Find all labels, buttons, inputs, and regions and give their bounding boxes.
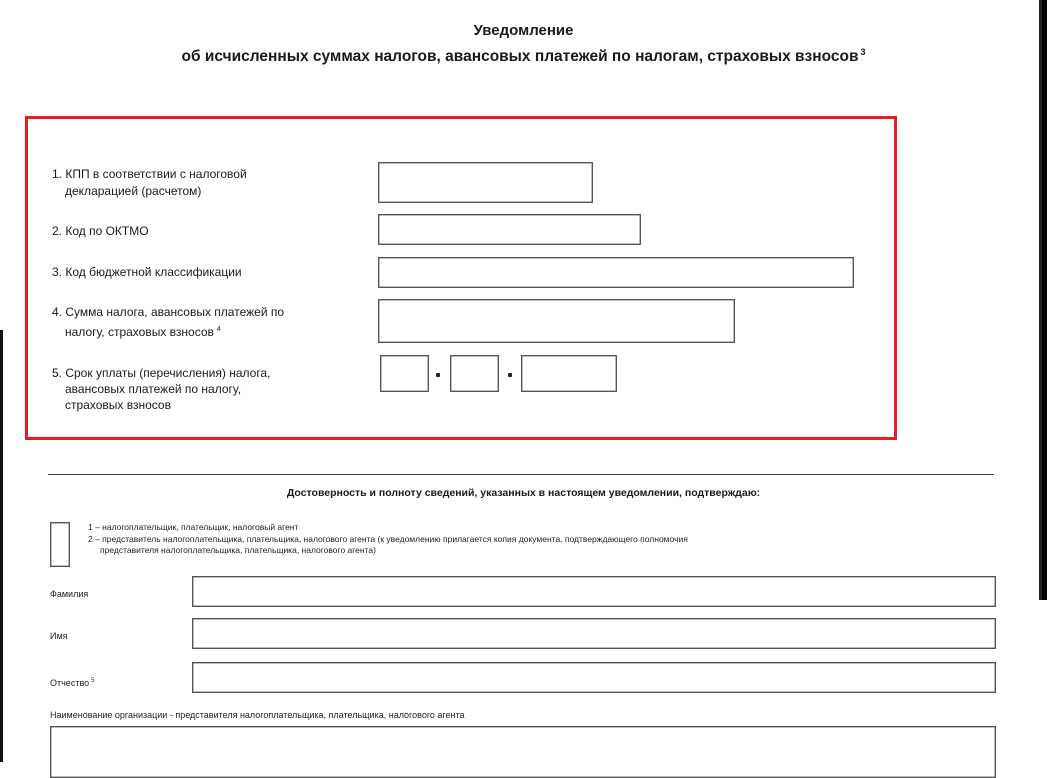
- amount-label-line2: налогу, страховых взносов: [65, 325, 214, 339]
- section-divider: [48, 474, 994, 475]
- organization-label: Наименование организации - представителя налогоплательщика, плательщика, налогового агента: [50, 710, 465, 720]
- amount-field[interactable]: [378, 299, 735, 343]
- amount-label: [52, 304, 284, 341]
- kpp-label: [52, 166, 247, 200]
- scan-edge-right: [1035, 0, 1047, 600]
- due-date-label: [52, 365, 270, 413]
- due-date-year-field[interactable]: [521, 355, 617, 392]
- signer-type-option-1: 1 – налогоплательщик, плательщик, налоговый агент: [88, 522, 299, 532]
- signer-type-option-2-line1: 2 – представитель налогоплательщика, плательщика, налогового агента (к уведомлению прилагается копия документа, подтверждающего полномочия: [88, 534, 688, 544]
- patronymic-label-text: Отчество: [50, 678, 90, 688]
- patronymic-label: [50, 678, 94, 688]
- due-date-month-field[interactable]: [450, 355, 499, 392]
- scan-edge-left: [0, 330, 3, 762]
- name-label: Имя: [50, 631, 68, 641]
- date-separator-dot: [508, 373, 512, 377]
- subtitle-footnote-mark: 3: [860, 47, 866, 57]
- amount-label-line1: 4. Сумма налога, авансовых платежей по: [52, 305, 285, 319]
- form-subtitle: [0, 47, 1047, 66]
- due-date-label-line2: авансовых платежей по налогу,: [65, 382, 242, 396]
- amount-footnote-mark: 4: [216, 326, 221, 333]
- date-separator-dot: [436, 373, 440, 377]
- kbk-field[interactable]: [378, 257, 854, 288]
- signer-type-option-2-line2: представителя налогоплательщика, плательщика, налогового агента): [100, 545, 376, 555]
- due-date-day-field[interactable]: [380, 355, 429, 392]
- signer-type-box[interactable]: [50, 522, 70, 567]
- kpp-label-line2: декларацией (расчетом): [65, 184, 202, 198]
- kpp-field[interactable]: [378, 162, 593, 203]
- oktmo-field[interactable]: [378, 214, 641, 245]
- surname-label: Фамилия: [50, 589, 89, 599]
- kbk-label: 3. Код бюджетной классификации: [52, 265, 242, 279]
- name-field[interactable]: [192, 618, 996, 649]
- patronymic-field[interactable]: [192, 662, 996, 693]
- patronymic-footnote-mark: 5: [91, 678, 95, 684]
- confirmation-heading: Достоверность и полноту сведений, указанных в настоящем уведомлении, подтверждаю:: [286, 487, 761, 499]
- due-date-label-line1: 5. Срок уплаты (перечисления) налога,: [52, 366, 271, 380]
- signer-type-option-2: [88, 534, 968, 556]
- due-date-label-line3: страховых взносов: [65, 398, 171, 412]
- surname-field[interactable]: [192, 576, 996, 607]
- form-title: Уведомление: [473, 22, 574, 39]
- organization-field[interactable]: [50, 726, 996, 778]
- kpp-label-line1: 1. КПП в соответствии с налоговой: [52, 167, 247, 181]
- form-subtitle-text: об исчисленных суммах налогов, авансовых платежей по налогам, страховых взносов: [181, 48, 859, 66]
- oktmo-label: 2. Код по ОКТМО: [52, 224, 149, 238]
